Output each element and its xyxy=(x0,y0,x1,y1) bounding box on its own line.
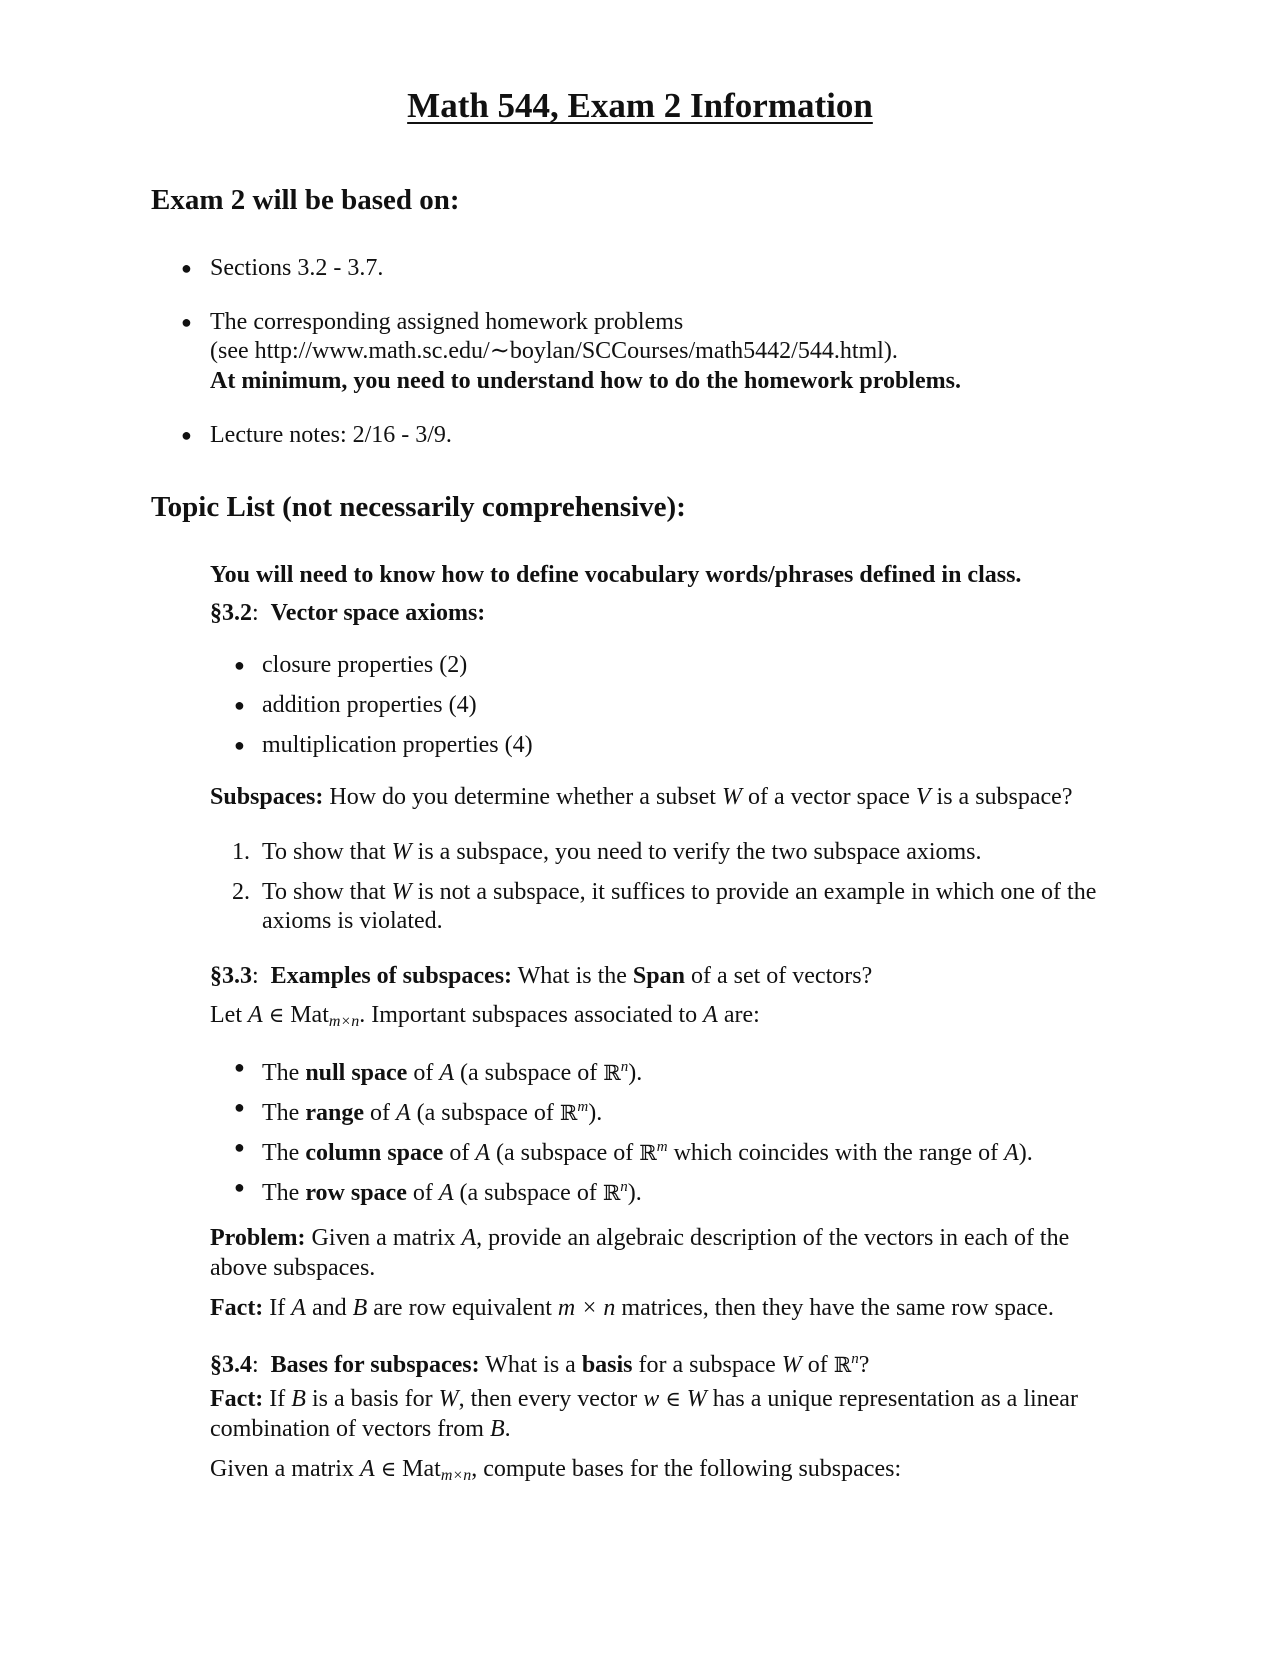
bullet-icon: ● xyxy=(234,1137,245,1157)
page-title: Math 544, Exam 2 Information xyxy=(407,86,873,125)
bullet-icon: ● xyxy=(234,1177,245,1197)
bullet-icon: ● xyxy=(234,695,245,715)
based-on-heading: Exam 2 will be based on: xyxy=(151,184,460,216)
bullet-icon: ● xyxy=(181,425,192,445)
list-item: The column space of A (a subspace of ℝ$^m$ which coincides with the range of A). xyxy=(262,1139,1033,1166)
bullet-icon: ● xyxy=(234,1097,245,1117)
basis-fact-continuation: combination of vectors from B. xyxy=(210,1416,511,1442)
homework-note: At minimum, you need to understand how to do the homework problems. xyxy=(210,368,961,394)
subspaces-question: Subspaces: How do you determine whether a subset W of a vector space V is a subspace? xyxy=(210,784,1073,810)
section-3-3-heading: §3.3: Examples of subspaces: What is the Span of a set of vectors? xyxy=(210,963,873,989)
bullet-icon: ● xyxy=(181,312,192,332)
list-item: Sections 3.2 - 3.7. xyxy=(210,255,384,281)
row-equivalence-fact: Fact: If A and B are row equivalent m × n matrices, then they have the same row space. xyxy=(210,1295,1054,1321)
basis-fact: Fact: If B is a basis for W, then every vector w ∈ W has a unique representation as a linear xyxy=(210,1386,1078,1412)
topic-list-heading: Topic List (not necessarily comprehensive): xyxy=(151,491,686,523)
problem-statement-continuation: above subspaces. xyxy=(210,1255,376,1281)
bullet-icon: ● xyxy=(234,655,245,675)
bullet-icon: ● xyxy=(181,258,192,278)
list-item: The corresponding assigned homework problems xyxy=(210,309,684,335)
let-a-line: Let A ∈ Mat$_{m\times n}$. Important subspaces associated to A are: xyxy=(210,1002,760,1030)
list-item: To show that W is a subspace, you need to verify the two subspace axioms. xyxy=(262,839,982,865)
list-item: The range of A (a subspace of ℝ$^m$). xyxy=(262,1099,603,1126)
list-number: 1. xyxy=(232,839,250,865)
list-item: multiplication properties (4) xyxy=(262,732,533,758)
homework-url: (see http://www.math.sc.edu/∼boylan/SCCourses/math5442/544.html). xyxy=(210,338,898,364)
bullet-icon: ● xyxy=(234,1057,245,1077)
list-item: The row space of A (a subspace of ℝ$^n$). xyxy=(262,1179,642,1206)
section-3-4-heading: §3.4: Bases for subspaces: What is a basis for a subspace W of ℝ$^n$? xyxy=(210,1351,870,1378)
section-3-2-heading: §3.2: Vector space axioms: xyxy=(210,600,486,626)
list-item: closure properties (2) xyxy=(262,652,468,678)
list-number: 2. xyxy=(232,879,250,905)
problem-statement: Problem: Given a matrix A, provide an algebraic description of the vectors in each of the xyxy=(210,1225,1070,1251)
list-item-continuation: axioms is violated. xyxy=(262,908,443,934)
list-item: Lecture notes: 2/16 - 3/9. xyxy=(210,422,452,448)
list-item: To show that W is not a subspace, it suffices to provide an example in which one of the xyxy=(262,879,1097,905)
bullet-icon: ● xyxy=(234,735,245,755)
list-item: addition properties (4) xyxy=(262,692,477,718)
vocab-note: You will need to know how to define vocabulary words/phrases defined in class. xyxy=(210,562,1022,588)
compute-bases-line: Given a matrix A ∈ Mat$_{m\times n}$, compute bases for the following subspaces: xyxy=(210,1456,902,1484)
list-item: The null space of A (a subspace of ℝ$^n$). xyxy=(262,1059,643,1086)
